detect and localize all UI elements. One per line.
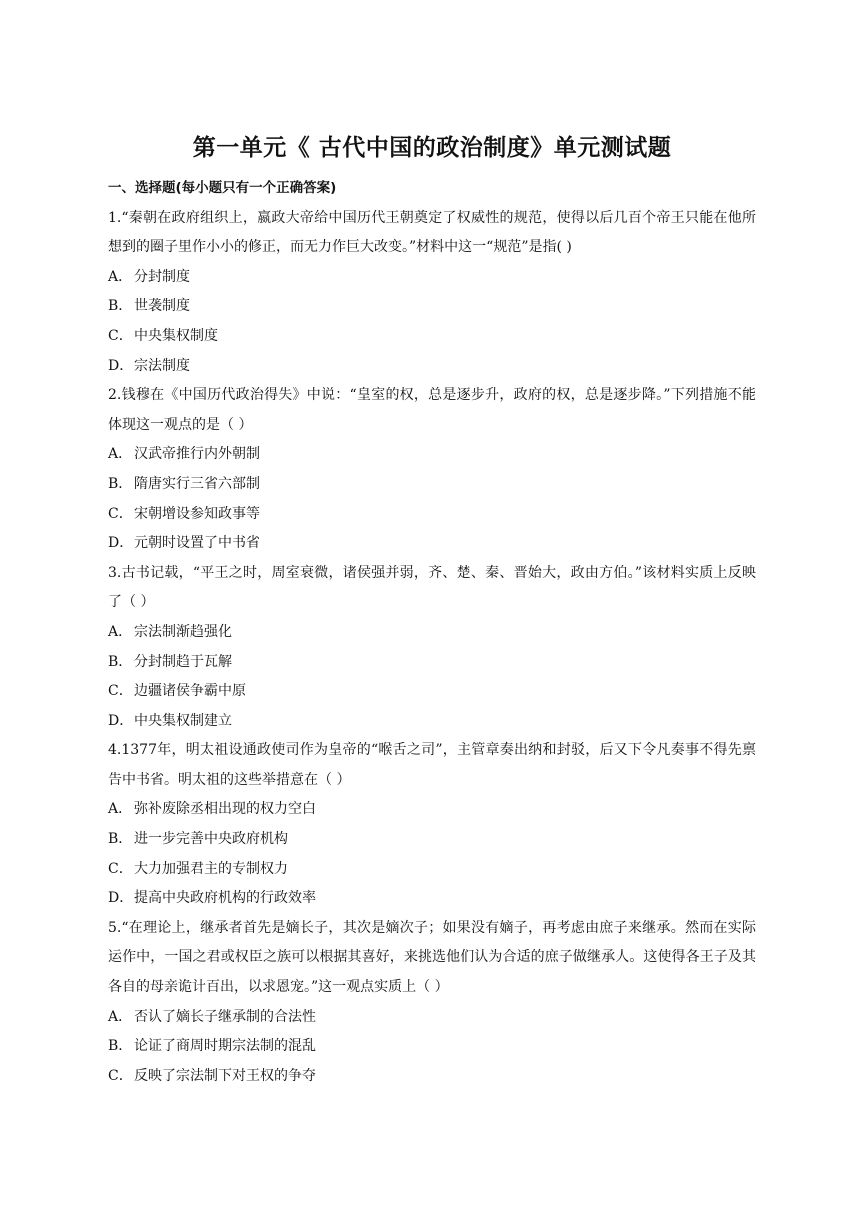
option-letter: B． [108,1038,133,1055]
option-c [108,322,756,352]
option-letter: A． [108,1008,133,1025]
option-text: 宋朝增设参知政事等 [134,505,260,522]
option-b [108,470,756,500]
option-d [108,352,756,382]
option-letter: D． [108,535,134,552]
option-d [108,884,756,914]
document-title: 第一单元《 古代中国的政治制度》单元测试题 [192,135,672,161]
option-text: 元朝时设置了中书省 [134,535,260,552]
option-text: 论证了商周时期宗法制的混乱 [134,1038,316,1055]
option-letter: A． [108,268,133,285]
option-text: 世袭制度 [134,298,190,315]
question-stem: 4.1377年，明太祖设通政使司作为皇帝的“喉舌之司”，主管章奏出纳和封驳，后又下令凡奏事不得先禀告中书省。明太祖的这些举措意在（ ） [108,742,756,788]
option-text: 分封制趋于瓦解 [134,653,232,670]
question-3 [108,559,756,737]
option-c [108,677,756,707]
option-c [108,1062,756,1092]
option-text: 汉武帝推行内外朝制 [134,446,260,463]
option-b [108,292,756,322]
question-stem: 5.“在理论上，继承者首先是嫡长子，其次是嫡次子；如果没有嫡子，再考虑由庶子来继承。然而在实际运作中，一国之君或权臣之族可以根据其喜好，来挑选他们认为合适的庶子做继承人。这使得各王子及其各自的母亲诡计百出，以求恩宠。”这一观点实质上（ ） [108,919,756,996]
option-b [108,825,756,855]
option-b [108,648,756,678]
option-a [108,1003,756,1033]
question-stem: 3.古书记载，“平王之时，周室衰微，诸侯强并弱，齐、楚、秦、晋始大，政由方伯。”该材料实质上反映了（ ） [108,564,756,611]
option-letter: B． [108,831,133,848]
document-page [108,126,756,1091]
question-1 [108,204,756,382]
option-letter: D． [108,357,134,374]
option-text: 宗法制度 [134,357,190,374]
option-letter: C． [108,860,133,877]
option-letter: D． [108,890,134,907]
option-a [108,618,756,648]
option-letter: A． [108,446,133,463]
section-heading: 一、选择题(每小题只有一个正确答案) [108,180,337,196]
option-d [108,707,756,737]
option-text: 进一步完善中央政府机构 [134,831,288,848]
question-4 [108,736,756,914]
option-text: 宗法制渐趋强化 [134,623,232,640]
option-c [108,855,756,885]
option-text: 边疆诸侯争霸中原 [134,683,246,700]
option-letter: C． [108,683,133,700]
option-letter: B． [108,298,133,315]
question-stem: 1.“秦朝在政府组织上，嬴政大帝给中国历代王朝奠定了权威性的规范，使得以后几百个帝王只能在他所想到的圈子里作小小的修正，而无力作巨大改变。”材料中这一“规范”是指( ) [108,209,756,256]
question-2 [108,381,756,559]
option-text: 否认了嫡长子继承制的合法性 [134,1008,316,1025]
option-d [108,529,756,559]
option-letter: C． [108,1067,133,1084]
option-text: 提高中央政府机构的行政效率 [134,890,316,907]
option-letter: C． [108,505,133,522]
question-5 [108,914,756,1092]
option-c [108,500,756,530]
option-text: 隋唐实行三省六部制 [134,475,260,492]
option-b [108,1032,756,1062]
option-a [108,440,756,470]
question-stem: 2.钱穆在《中国历代政治得失》中说：“皇室的权，总是逐步升，政府的权，总是逐步降。”下列措施不能体现这一观点的是（ ） [108,387,756,433]
option-text: 分封制度 [134,268,190,285]
option-letter: A． [108,623,133,640]
option-letter: D． [108,712,134,729]
option-text: 弥补废除丞相出现的权力空白 [134,801,316,818]
option-letter: B． [108,475,133,492]
option-a [108,795,756,825]
option-letter: B． [108,653,133,670]
option-letter: A． [108,801,133,818]
option-text: 大力加强君主的专制权力 [134,860,288,877]
option-text: 反映了宗法制下对王权的争夺 [134,1067,316,1084]
option-a [108,263,756,293]
option-text: 中央集权制建立 [134,712,232,729]
option-text: 中央集权制度 [134,327,218,344]
option-letter: C． [108,327,133,344]
